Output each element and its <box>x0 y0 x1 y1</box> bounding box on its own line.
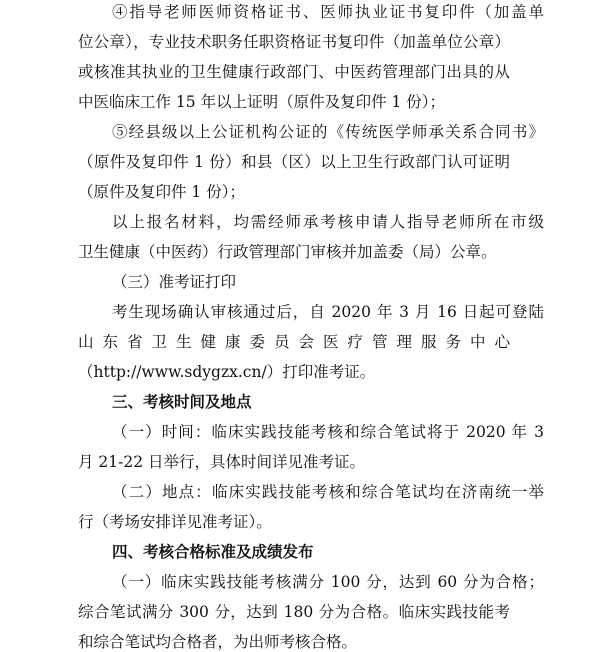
text-line-ticket-url: （http://www.sdygzx.cn/）打印准考证。 <box>78 363 376 381</box>
text-line-item5-end: （原件及复印件 1 份）； <box>78 183 245 201</box>
text-line-item5-cont: （原件及复印件 1 份）和县（区）以上卫生行政部门认可证明 <box>78 153 510 171</box>
text-line-standard-cont: 综合笔试满分 300 分，达到 180 分为合格。临床实践技能考 <box>78 603 510 621</box>
text-line-time-end: 月 21-22 日举行，具体时间详见准考证。 <box>78 453 366 471</box>
text-line-materials-start: 以上报名材料，均需经师承考核申请人指导老师所在市级 <box>112 213 544 231</box>
heading-pass-standard: 四、考核合格标准及成绩发布 <box>112 543 314 561</box>
text-line-item5-start: ⑤经县级以上公证机构公证的《传统医学师承关系合同书》 <box>112 123 544 141</box>
text-line-ticket-org: 山东省卫生健康委员会医疗管理服务中心 <box>78 333 510 351</box>
text-line-ticket-start: 考生现场确认审核通过后，自 2020 年 3 月 16 日起可登陆 <box>112 303 544 321</box>
text-line-materials-end: 卫生健康（中医药）行政管理部门审核并加盖委（局）公章。 <box>78 243 497 261</box>
text-line-place-end: 行（考场安排详见准考证）。 <box>78 513 272 531</box>
text-line-place-start: （二）地点：临床实践技能考核和综合笔试均在济南统一举 <box>112 483 544 501</box>
text-line-item4-cont1: 位公章），专业技术职务任职资格证书复印件（加盖单位公章） <box>78 33 510 51</box>
text-line-item4-start: ④指导老师医师资格证书、医师执业证书复印件（加盖单 <box>112 3 544 21</box>
heading-exam-time-place: 三、考核时间及地点 <box>112 393 252 411</box>
text-line-item4-cont2: 或核准其执业的卫生健康行政部门、中医药管理部门出具的从 <box>78 63 510 81</box>
subheading-admission-ticket: （三）准考证打印 <box>112 273 237 291</box>
text-line-standard-end: 和综合笔试均合格者，为出师考核合格。 <box>78 633 358 651</box>
text-line-standard-start: （一）临床实践技能考核满分 100 分，达到 60 分为合格； <box>112 573 544 591</box>
text-line-time-start: （一）时间：临床实践技能考核和综合笔试将于 2020 年 3 <box>112 423 544 441</box>
text-line-item4-end: 中医临床工作 15 年以上证明（原件及复印件 1 份）； <box>78 93 446 111</box>
